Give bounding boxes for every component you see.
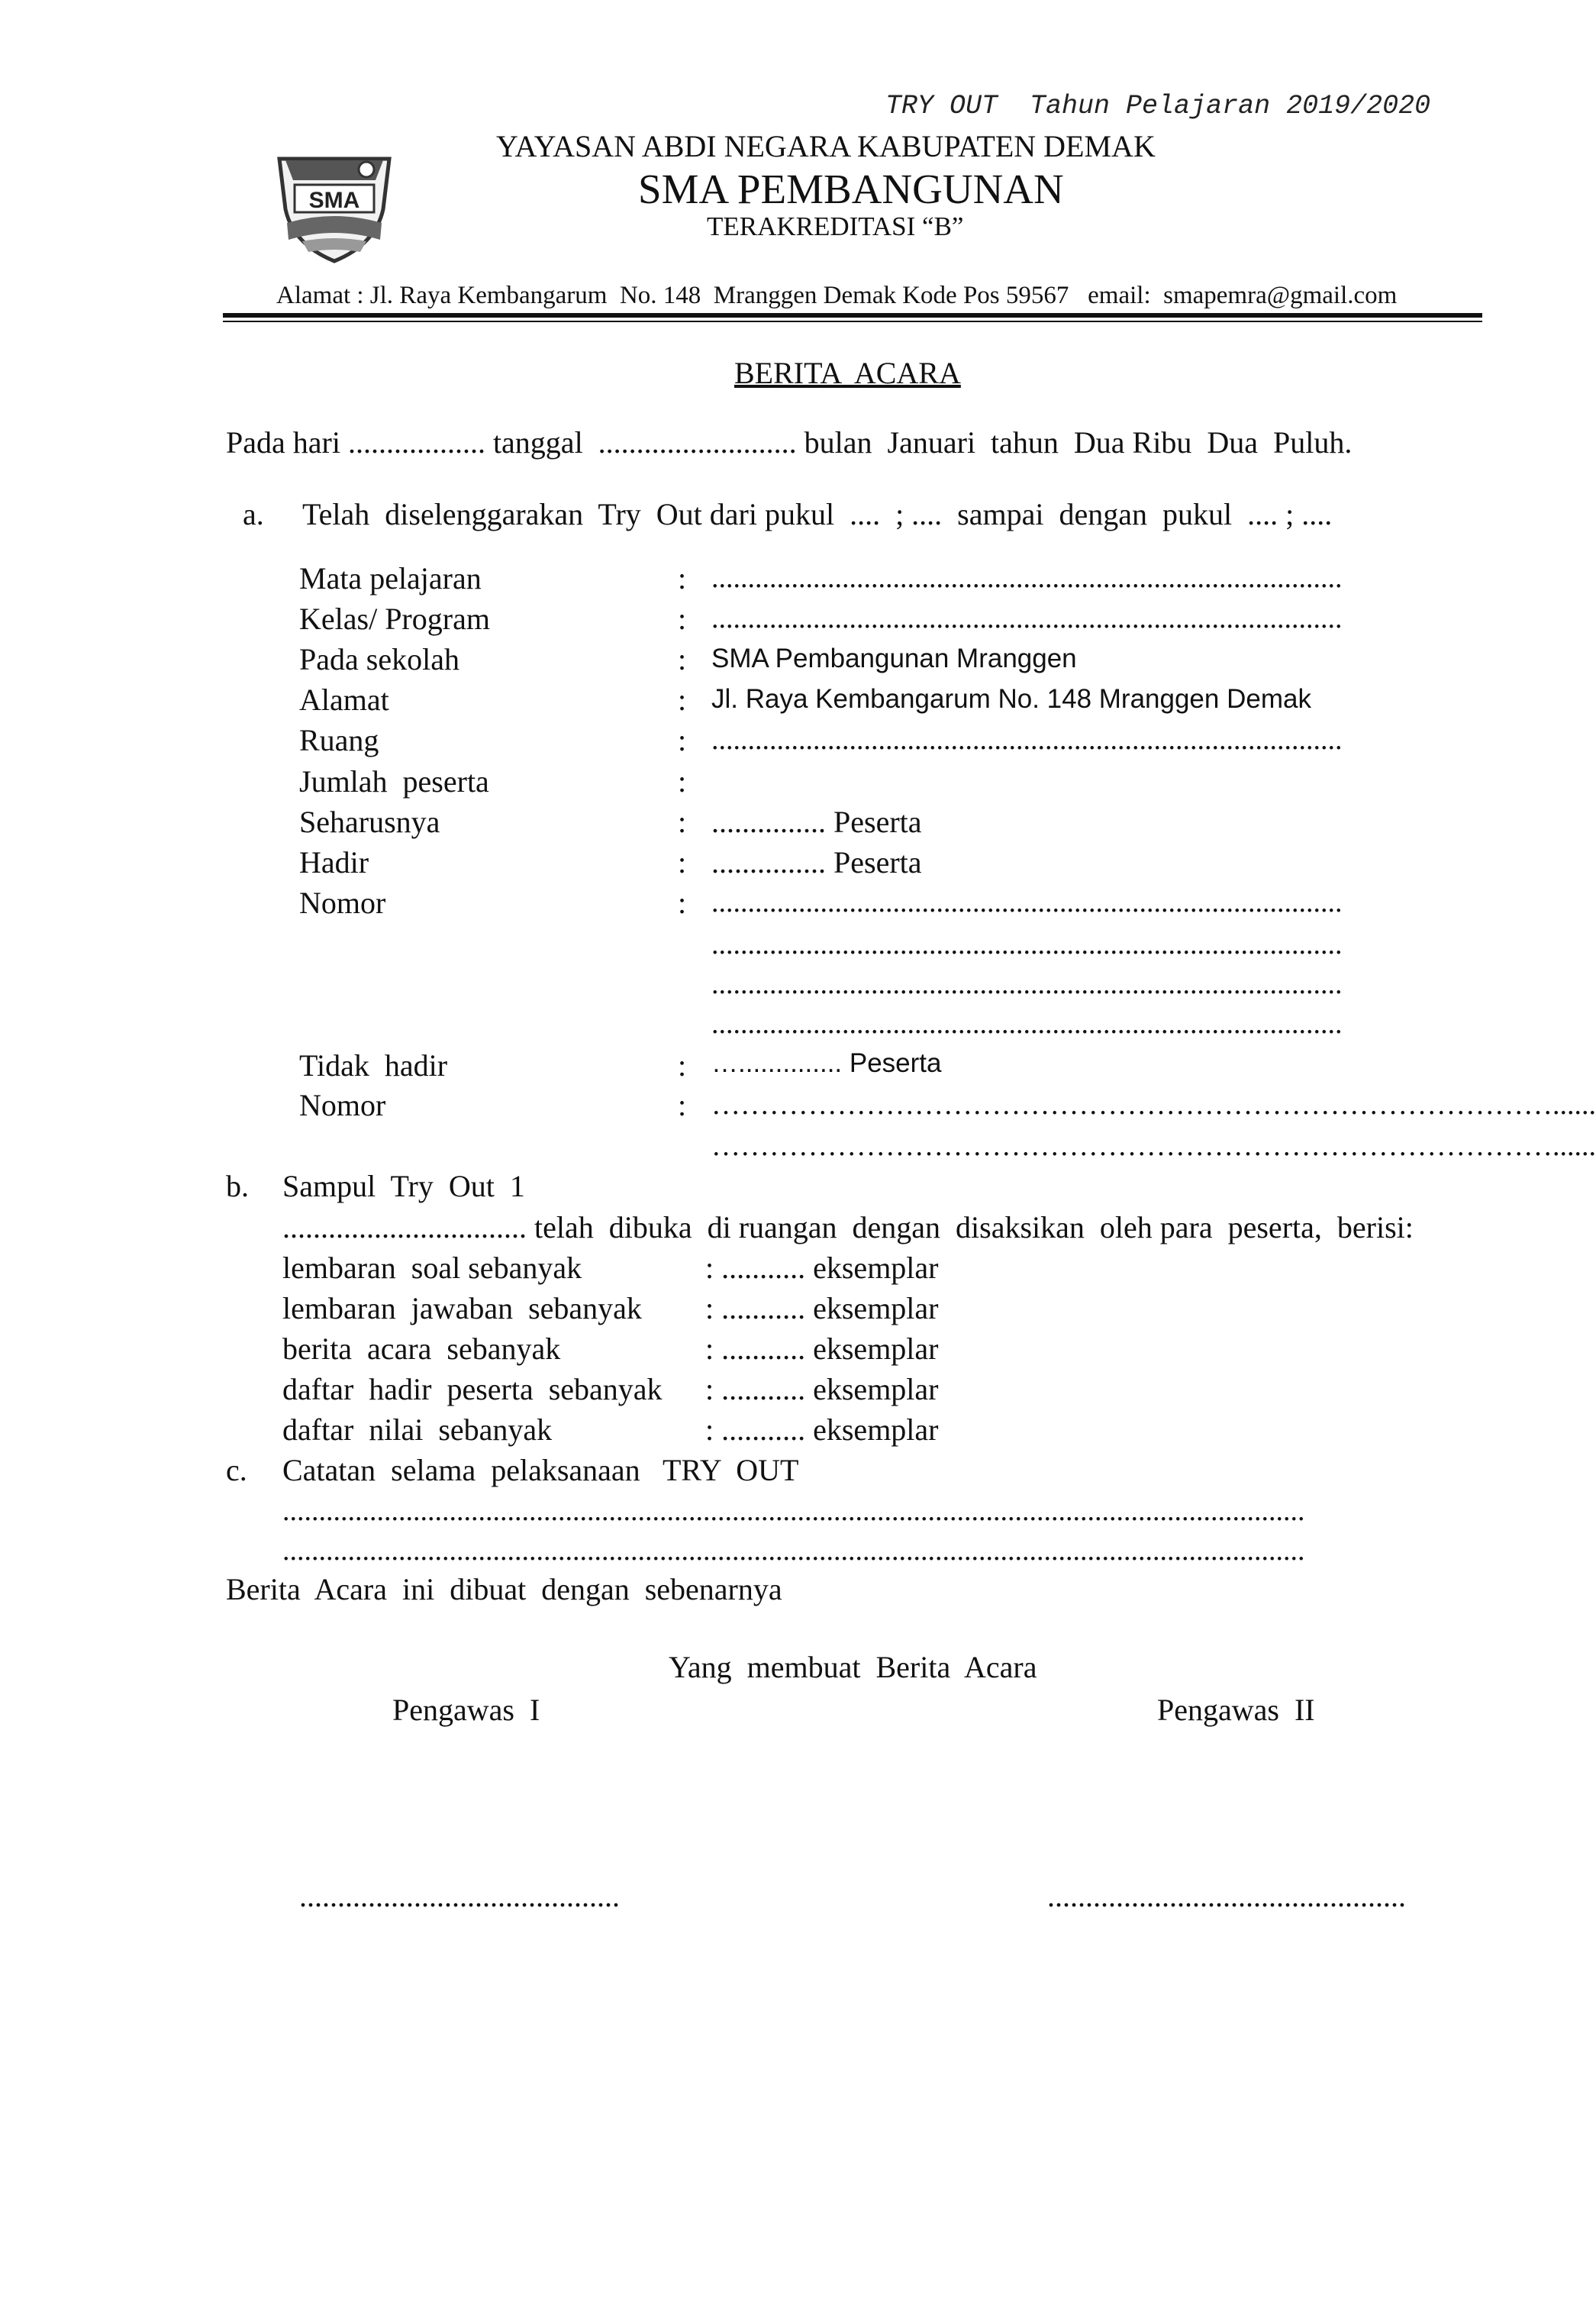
item-label: lembaran soal sebanyak [282, 1251, 582, 1285]
field-value: Jl. Raya Kembangarum No. 148 Mranggen Demak [711, 684, 1311, 714]
school-name: SMA PEMBANGUNAN [638, 166, 1064, 212]
field-value: ....................................................................................... [711, 562, 1343, 594]
section-b-marker: b. [226, 1169, 249, 1203]
item-label: berita acara sebanyak [282, 1332, 561, 1366]
field-value: ……………………………………………………………………………...... [711, 1089, 1596, 1121]
notes-dotted-line: ............................................................................................................................................. [282, 1535, 1305, 1567]
field-colon: : [678, 561, 687, 596]
field-label: Hadir [299, 845, 369, 880]
field-colon: : [678, 602, 687, 636]
field-value: ............... Peserta [711, 845, 922, 880]
field-label: Ruang [299, 723, 379, 757]
nomor-dotted-line: ……………………………………………………………………………...... [711, 1130, 1596, 1162]
field-label: Nomor [299, 1088, 386, 1122]
field-value: ....................................................................................... [711, 602, 1343, 634]
field-value: ....................................................................................... [711, 724, 1343, 756]
supervisor-1-title: Pengawas I [392, 1693, 540, 1727]
field-label: Nomor [299, 886, 386, 920]
intro-line: Pada hari .................. tanggal .......................... bulan Januari tahun Dua Ribu Dua Puluh. [226, 425, 1353, 460]
field-colon: : [678, 845, 687, 880]
supervisor-2-title: Pengawas II [1157, 1693, 1315, 1727]
item-label: daftar nilai sebanyak [282, 1412, 553, 1447]
field-label: Kelas/ Program [299, 602, 490, 636]
section-b-opening: ................................ telah dibuka di ruangan dengan disaksikan oleh para peserta, berisi: [282, 1210, 1414, 1244]
field-label: Alamat [299, 683, 389, 717]
section-c-marker: c. [226, 1453, 247, 1487]
item-value: : ........... eksemplar [705, 1372, 939, 1406]
field-colon: : [678, 683, 687, 717]
field-colon: : [678, 1088, 687, 1122]
field-colon: : [678, 723, 687, 757]
section-b-title: Sampul Try Out 1 [282, 1169, 525, 1203]
field-value: ….............. Peserta [711, 1048, 942, 1078]
logo-text: SMA [308, 188, 360, 213]
nomor-dotted-line: ....................................................................................... [711, 1008, 1343, 1040]
field-colon: : [678, 805, 687, 839]
field-label: Seharusnya [299, 805, 440, 839]
tryout-year-line: TRY OUT Tahun Pelajaran 2019/2020 [885, 91, 1431, 121]
item-value: : ........... eksemplar [705, 1332, 939, 1366]
closing-statement: Berita Acara ini dibuat dengan sebenarnya [226, 1572, 782, 1606]
header-rule-thick [223, 313, 1482, 318]
section-c-title: Catatan selama pelaksanaan TRY OUT [282, 1453, 799, 1487]
item-value: : ........... eksemplar [705, 1291, 939, 1325]
notes-dotted-line: ............................................................................................................................................. [282, 1495, 1305, 1527]
field-colon: : [678, 764, 687, 799]
item-value: : ........... eksemplar [705, 1412, 939, 1447]
field-label: Pada sekolah [299, 642, 459, 676]
nomor-dotted-line: ....................................................................................... [711, 968, 1343, 1000]
item-label: lembaran jawaban sebanyak [282, 1291, 642, 1325]
field-value: ....................................................................................... [711, 886, 1343, 918]
supervisor-1-signature-line: .......................................... [299, 1879, 620, 1913]
field-value: SMA Pembangunan Mranggen [711, 644, 1077, 673]
nomor-dotted-line: ....................................................................................... [711, 928, 1343, 960]
field-colon: : [678, 642, 687, 676]
item-value: : ........... eksemplar [705, 1251, 939, 1285]
field-label: Jumlah peserta [299, 764, 489, 799]
header-rule-thin [223, 321, 1482, 322]
section-a-marker: a. [243, 497, 264, 531]
field-label: Mata pelajaran [299, 561, 482, 596]
document-title: BERITA ACARA [734, 356, 961, 390]
supervisor-2-signature-line: ............................................... [1047, 1879, 1406, 1913]
signature-heading: Yang membuat Berita Acara [669, 1650, 1037, 1684]
school-logo [269, 150, 400, 269]
school-address: Alamat : Jl. Raya Kembangarum No. 148 Mranggen Demak Kode Pos 59567 email: smapemra@gmail.com [276, 282, 1398, 309]
field-colon: : [678, 1048, 687, 1083]
field-value: ............... Peserta [711, 805, 922, 839]
item-label: daftar hadir peserta sebanyak [282, 1372, 663, 1406]
section-a-text: Telah diselenggarakan Try Out dari pukul .... ; .... sampai dengan pukul .... ; .... [302, 497, 1333, 531]
field-colon: : [678, 886, 687, 920]
field-label: Tidak hadir [299, 1048, 448, 1083]
foundation-name: YAYASAN ABDI NEGARA KABUPATEN DEMAK [496, 129, 1156, 163]
accreditation: TERAKREDITASI “B” [707, 211, 964, 241]
